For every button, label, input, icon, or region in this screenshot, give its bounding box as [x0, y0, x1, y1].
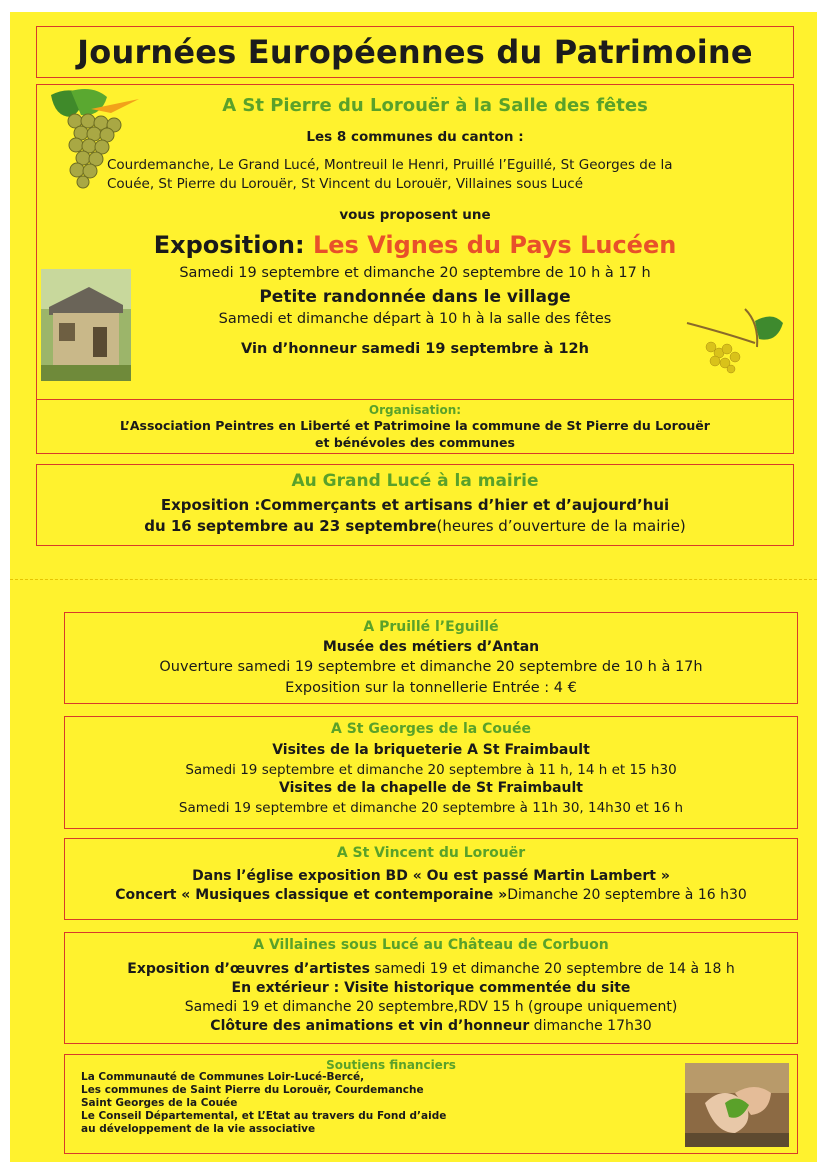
villaines-heading: A Villaines sous Lucé au Château de Corbuon: [253, 937, 609, 953]
pruille-line-1: Musée des métiers d’Antan: [322, 639, 540, 655]
randonnee-details: Samedi et dimanche départ à 10 h à la salle des fêtes: [218, 311, 612, 327]
grand-luce-heading: Au Grand Lucé à la mairie: [291, 471, 539, 491]
exposition-label: Exposition:: [153, 231, 305, 259]
exposition-title: [37, 231, 793, 259]
sponsors-list: [81, 1071, 446, 1136]
grand-luce-hours: (heures d’ouverture de la mairie): [436, 517, 686, 535]
sponsor-line: Saint Georges de la Couée: [81, 1097, 238, 1109]
st-georges-line-4: Samedi 19 septembre et dimanche 20 septembre à 11h 30, 14h30 et 16 h: [178, 800, 684, 816]
grand-luce-line-1: Exposition :Commerçants et artisans d’hier et d’aujourd’hui: [160, 496, 670, 514]
villaines-line-3: Samedi 19 et dimanche 20 septembre,RDV 15 h (groupe uniquement): [184, 999, 678, 1015]
villaines-expo-dates: samedi 19 et dimanche 20 septembre de 14 à 18 h: [370, 961, 735, 977]
organisation-heading: Organisation:: [368, 403, 462, 417]
sponsor-line: La Communauté de Communes Loir-Lucé-Bercé,: [81, 1071, 365, 1083]
title-box: [36, 26, 794, 78]
poster: [10, 12, 817, 1162]
randonnee-title: Petite randonnée dans le village: [259, 287, 571, 307]
villaines-line-2: En extérieur : Visite historique commentée du site: [231, 980, 631, 996]
organisation-line-2: et bénévoles des communes: [315, 435, 515, 450]
communes-line-1: Courdemanche, Le Grand Lucé, Montreuil le Henri, Pruillé l’Eguillé, St Georges de la: [107, 157, 673, 173]
grand-luce-dates: du 16 septembre au 23 septembre: [144, 517, 437, 535]
stone-house-photo: [41, 269, 131, 381]
villaines-line-1: [65, 961, 797, 977]
communes-line-2: Couée, St Pierre du Lorouër, St Vincent du Lorouër, Villaines sous Lucé: [107, 176, 584, 192]
fold-divider: [10, 579, 817, 581]
st-georges-line-1: Visites de la briqueterie A St Fraimbault: [272, 742, 590, 758]
st-vincent-line-1: Dans l’église exposition BD « Ou est passé Martin Lambert »: [192, 868, 670, 884]
vin-honneur: Vin d’honneur samedi 19 septembre à 12h: [241, 341, 589, 357]
sponsor-line: au développement de la vie associative: [81, 1123, 316, 1135]
section-st-pierre: [36, 84, 794, 400]
villaines-cloture-time: dimanche 17h30: [529, 1018, 652, 1034]
page-title: Journées Européennes du Patrimoine: [77, 33, 753, 71]
section-soutiens: [64, 1054, 798, 1154]
communes-heading: Les 8 communes du canton :: [306, 129, 524, 145]
sponsor-line: Le Conseil Départemental, et L’Etat au travers du Fond d’aide: [81, 1110, 447, 1122]
section-villaines: [64, 932, 798, 1044]
proposent-text: vous proposent une: [339, 207, 491, 223]
section-grand-luce: [36, 464, 794, 546]
concert-title: Concert « Musiques classique et contemporaine »: [115, 887, 508, 903]
st-vincent-heading: A St Vincent du Lorouër: [336, 845, 526, 861]
grand-luce-line-2: [37, 517, 793, 535]
section-organisation: [36, 399, 794, 454]
vine-flower-icon: [685, 303, 785, 379]
exposition-name: Les Vignes du Pays Lucéen: [312, 231, 677, 259]
exposition-dates: Samedi 19 septembre et dimanche 20 septembre de 10 h à 17 h: [179, 265, 651, 281]
section-st-vincent: [64, 838, 798, 920]
pruille-line-2: Ouverture samedi 19 septembre et dimanche 20 septembre de 10 h à 17h: [159, 659, 703, 675]
soutiens-heading: Soutiens financiers: [326, 1058, 456, 1072]
villaines-expo: Exposition d’œuvres d’artistes: [127, 961, 370, 977]
vineyard-hands-photo: [685, 1063, 789, 1147]
st-pierre-heading: A St Pierre du Lorouër à la Salle des fêtes: [222, 95, 648, 116]
organisation-line-1: L’Association Peintres en Liberté et Patrimoine la commune de St Pierre du Lorouër: [120, 418, 710, 433]
pruille-line-3: Exposition sur la tonnellerie Entrée : 4 €: [285, 680, 577, 696]
st-vincent-line-2: [65, 887, 797, 903]
st-georges-heading: A St Georges de la Couée: [331, 721, 531, 737]
section-pruille: [64, 612, 798, 704]
st-georges-line-2: Samedi 19 septembre et dimanche 20 septembre à 11 h, 14 h et 15 h30: [185, 762, 677, 778]
sponsor-line: Les communes de Saint Pierre du Lorouër, Courdemanche: [81, 1084, 424, 1096]
section-st-georges: [64, 716, 798, 829]
concert-date: Dimanche 20 septembre à 16 h30: [507, 887, 747, 903]
villaines-line-4: [65, 1018, 797, 1034]
pruille-heading: A Pruillé l’Eguillé: [363, 619, 499, 635]
st-georges-line-3: Visites de la chapelle de St Fraimbault: [279, 780, 583, 796]
villaines-cloture: Clôture des animations et vin d’honneur: [210, 1018, 530, 1034]
